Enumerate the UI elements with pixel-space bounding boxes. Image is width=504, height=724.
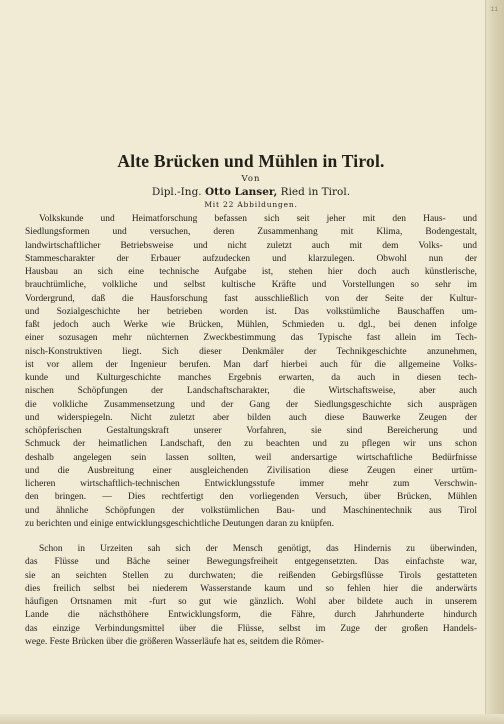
- byline-von: Von: [241, 174, 261, 184]
- figure-count: Mit 22 Abbildungen.: [204, 200, 298, 209]
- text-line: kunde und Kulturgeschichte manches Ergebnis erwarten, da auch in diesen tech-: [25, 373, 477, 383]
- author-name: Otto Lanser,: [204, 186, 278, 198]
- text-line: faßt jedoch auch Werke wie Brücken, Mühlen, Schmieden u. dgl., bei denen infolge: [25, 320, 477, 330]
- text-line: Volkskunde und Heimatforschung befassen sich seit jeher mit den Haus- und: [39, 214, 477, 224]
- text-line: das einzige Verbindungsmittel über die Flüsse, selbst im Zuge der großen Handels-: [25, 623, 477, 634]
- author-prefix: Dipl.-Ing.: [151, 186, 202, 198]
- text-line: einer sozusagen mehr nüchternen Zweckbestimmung das Typische fast allein im Tech-: [25, 333, 477, 344]
- article-title: Alte Brücken und Mühlen in Tirol.: [117, 151, 385, 171]
- text-line: nisch-Konstruktiven liegt. Sich dieser Denkmäler der Technikgeschichte anzunehmen,: [25, 346, 477, 357]
- text-line: ist vor allem der Ingenieur berufen. Man darf hierbei auch für die allgemeine Volks-: [25, 359, 477, 370]
- text-line: und widerspiegeln. Nicht zuletzt aber bilden auch diese Bauwerke Zeugen der: [25, 412, 477, 423]
- text-line: und Sozialgeschichte her betrieben worden ist. Das volkstümliche Bauschaffen um-: [25, 306, 477, 317]
- text-line: häufigen Ortsnamen mit -furt so gut wie gänzlich. Wohl aber bildete auch in unserem: [25, 597, 477, 607]
- text-line: das Flüsse und Bäche seiner Bewegungsfreiheit entgegensetzten. Das einfachste war,: [25, 557, 477, 568]
- author-place: Ried in Tirol.: [280, 186, 351, 198]
- text-line: Schmuck der heimatlichen Landschaft, den zu beachten und zu pflegen wir uns schon: [25, 439, 477, 450]
- text-line: deshalb angelegen sein lassen sollten, weil andersartige wirtschaftliche Bedürfnisse: [25, 452, 477, 463]
- text-line: Vordergrund, daß die Hausforschung fast ausschließlich von der Seite der Kultur-: [25, 293, 477, 304]
- text-line: die volkliche Zusammensetzung und der Gang der Siedlungsgeschichte sich ausprägen: [25, 399, 477, 410]
- text-line: licheren wirtschaftlich-technischen Entwicklungsstufe immer mehr zum Verschwin-: [25, 479, 477, 489]
- page-edge-bottom: [0, 714, 504, 724]
- text-line: Schon in Urzeiten sah sich der Mensch genötigt, das Hindernis zu überwinden,: [39, 544, 477, 554]
- text-line: dies freilich selbst bei niederem Wasserstande kaum und so fehlen hier die anderwärts: [25, 583, 477, 594]
- text-line: wege. Feste Brücken über die größeren Wasserläufe hat es, seitdem die Römer-: [25, 636, 324, 647]
- text-line: landwirtschaftlicher Betriebsweise und nicht zuletzt auch mit dem Volks- und: [25, 240, 477, 251]
- text-line: nischen Schöpfungen der Landschaftscharakter, die Wirtschaftsweise, aber auch: [25, 386, 477, 397]
- text-line: Siedlungsformen und versuchen, deren Zusammenhang mit Klima, Bodengestalt,: [25, 227, 477, 238]
- paragraph-2: [25, 543, 477, 649]
- corner-mark: 11: [490, 6, 498, 13]
- paragraph-1: [25, 213, 477, 531]
- text-line: zu berichten und einige entwicklungsgeschichtliche Deutungen daran zu knüpfen.: [25, 518, 334, 529]
- text-line: und ähnliche Schöpfungen der volkstümlichen Bau- und Maschinentechnik aus Tirol: [25, 505, 477, 516]
- text-line: sie an seichten Stellen zu durchwaten; die reißenden Gebirgsflüsse Tirols gestatteten: [25, 570, 477, 581]
- page-edge-right: [485, 0, 504, 724]
- text-line: und die Ausbreitung einer ausgleichenden Zivilisation diese Zeugen einer urtüm-: [25, 465, 477, 476]
- text-line: Lande die nächsthöhere Entwicklungsform, die Fähre, durch Jahrhunderte hindurch: [25, 610, 477, 621]
- text-line: Stammescharakter der Erbauer aufzudecken und klarzulegen. Obwohl nun der: [25, 253, 477, 264]
- text-line: brauchtümliche, volkliche und selbst kultische Kräfte und Vorstellungen so sehr im: [25, 280, 477, 291]
- text-line: Hausbau an sich eine technische Aufgabe ist, stehen hier doch auch künstlerische,: [25, 267, 477, 277]
- text-line: schöpferischen Gestaltungskraft unserer Vorfahren, sie sind Bereicherung und: [25, 426, 477, 436]
- text-line: den bringen. — Dies rechtfertigt den vorliegenden Versuch, über Brücken, Mühlen: [25, 492, 477, 503]
- byline-author: [25, 185, 477, 199]
- article: [25, 150, 477, 649]
